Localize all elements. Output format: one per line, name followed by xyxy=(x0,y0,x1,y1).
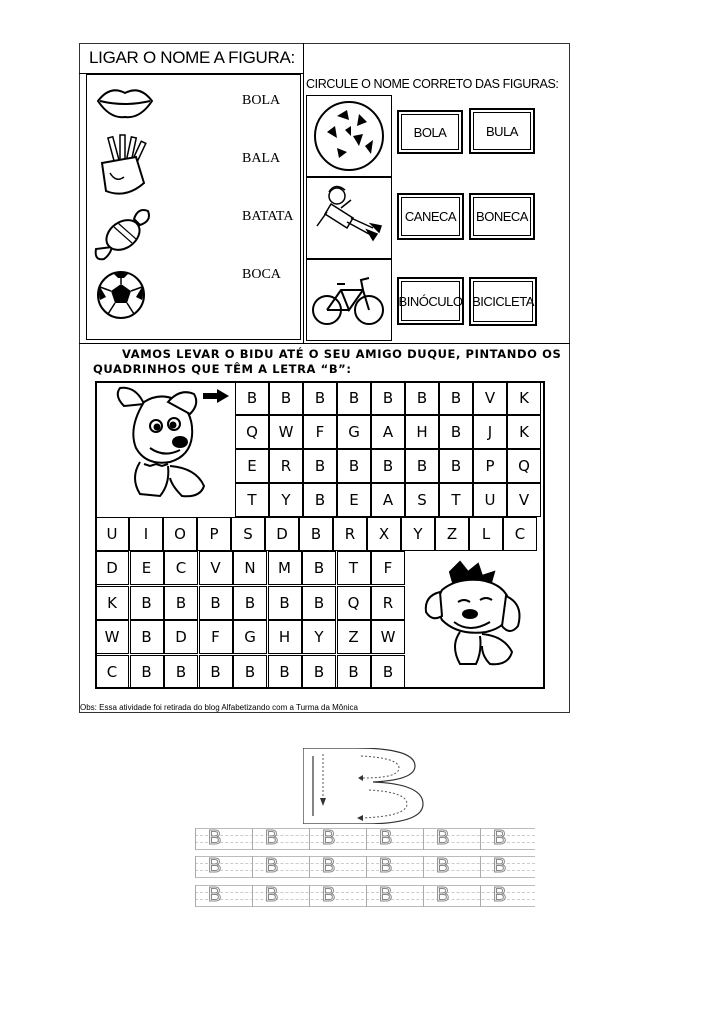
source-note: Obs: Essa atividade foi retirada do blog Alfabetizando com a Turma da Mônica xyxy=(80,703,358,712)
ball-drawing xyxy=(307,96,391,176)
trace-letter: B xyxy=(322,827,336,849)
trace-cell[interactable] xyxy=(252,828,308,850)
big-letter-outline xyxy=(303,748,443,824)
big-letter-trace xyxy=(303,748,443,824)
maze-cell[interactable]: C xyxy=(503,517,537,551)
bicycle-picture-box xyxy=(306,259,392,341)
maze-cell[interactable]: B xyxy=(303,483,337,517)
maze-cell[interactable]: G xyxy=(337,415,371,449)
maze-cell[interactable]: F xyxy=(371,551,405,585)
maze-cell[interactable]: J xyxy=(473,415,507,449)
bidu-dog-drawing xyxy=(110,386,210,504)
bicycle-drawing xyxy=(307,260,391,340)
maze-cell[interactable]: B xyxy=(371,449,405,483)
maze-cell[interactable]: B xyxy=(199,655,233,689)
ligar-title: LIGAR O NOME A FIGURA: xyxy=(89,48,295,67)
maze-cell[interactable]: B xyxy=(302,655,336,689)
trace-letter: B xyxy=(322,855,336,877)
maze-cell[interactable]: B xyxy=(303,449,337,483)
maze-cell[interactable]: B xyxy=(337,655,371,689)
maze-cell[interactable]: R xyxy=(269,449,303,483)
maze-cell[interactable]: L xyxy=(469,517,503,551)
maze-cell[interactable]: V xyxy=(199,551,233,585)
option-bula[interactable]: BULA xyxy=(469,108,535,154)
trace-cell[interactable] xyxy=(195,885,251,907)
trace-letter: B xyxy=(379,884,393,906)
option-boneca[interactable]: BONECA xyxy=(469,193,535,240)
maze-cell[interactable]: W xyxy=(371,620,405,654)
trace-cell[interactable] xyxy=(480,828,536,850)
trace-cell[interactable] xyxy=(480,856,536,878)
maze-cell[interactable]: T xyxy=(439,483,473,517)
maze-cell[interactable]: S xyxy=(231,517,265,551)
maze-cell[interactable]: B xyxy=(164,586,198,620)
option-binoculo[interactable]: BINÓCULO xyxy=(397,277,464,325)
trace-cell[interactable] xyxy=(366,828,422,850)
maze-cell[interactable]: B xyxy=(302,551,336,585)
soccer-ball-drawing xyxy=(96,270,146,320)
doll-picture-box xyxy=(306,177,392,259)
duque-dog-drawing xyxy=(420,560,528,672)
ligar-word-bola: BOLA xyxy=(242,93,281,108)
maze-cell[interactable]: S xyxy=(405,483,439,517)
trace-cell[interactable] xyxy=(423,828,479,850)
maze-cell[interactable]: B xyxy=(439,415,473,449)
maze-cell[interactable]: B xyxy=(130,586,164,620)
maze-cell[interactable]: R xyxy=(371,586,405,620)
trace-letter: B xyxy=(493,827,507,849)
trace-letter: B xyxy=(379,855,393,877)
maze-cell[interactable]: Q xyxy=(507,449,541,483)
trace-cell[interactable] xyxy=(309,856,365,878)
maze-cell[interactable]: V xyxy=(507,483,541,517)
maze-cell[interactable]: B xyxy=(337,381,371,415)
maze-cell[interactable]: E xyxy=(337,483,371,517)
maze-cell[interactable]: B xyxy=(233,655,267,689)
trace-row xyxy=(195,856,535,878)
doll-drawing xyxy=(307,178,391,258)
fries-drawing xyxy=(96,133,156,201)
maze-cell[interactable]: A xyxy=(371,483,405,517)
candy-drawing xyxy=(92,205,154,263)
maze-cell[interactable]: V xyxy=(473,381,507,415)
maze-cell[interactable]: X xyxy=(367,517,401,551)
maze-cell[interactable]: Y xyxy=(269,483,303,517)
maze-cell[interactable]: B xyxy=(405,449,439,483)
maze-cell[interactable]: E xyxy=(235,449,269,483)
maze-cell[interactable]: B xyxy=(371,381,405,415)
trace-letter: B xyxy=(322,884,336,906)
maze-cell[interactable]: T xyxy=(337,551,371,585)
maze-cell[interactable]: A xyxy=(371,415,405,449)
maze-cell[interactable]: D xyxy=(265,517,299,551)
trace-letter: B xyxy=(208,855,222,877)
trace-cell[interactable] xyxy=(366,856,422,878)
maze-cell[interactable]: B xyxy=(199,586,233,620)
maze-cell[interactable]: M xyxy=(268,551,302,585)
trace-letter: B xyxy=(208,827,222,849)
trace-cell[interactable] xyxy=(480,885,536,907)
ligar-word-batata: BATATA xyxy=(242,209,294,224)
maze-cell[interactable]: C xyxy=(164,551,198,585)
trace-cell[interactable] xyxy=(423,856,479,878)
maze-cell[interactable]: B xyxy=(268,586,302,620)
ligar-word-boca: BOCA xyxy=(242,267,281,282)
option-bicicleta[interactable]: BICICLETA xyxy=(469,277,537,326)
maze-cell[interactable]: T xyxy=(235,483,269,517)
maze-cell[interactable]: R xyxy=(333,517,367,551)
maze-instruction-line2: QUADRINHOS QUE TÊM A LETRA “B”: xyxy=(93,362,352,376)
trace-row xyxy=(195,828,535,850)
maze-cell[interactable]: F xyxy=(303,415,337,449)
trace-cell[interactable] xyxy=(252,885,308,907)
maze-cell[interactable]: Q xyxy=(235,415,269,449)
trace-cell[interactable] xyxy=(195,828,251,850)
trace-cell[interactable] xyxy=(309,885,365,907)
maze-cell[interactable]: F xyxy=(199,620,233,654)
trace-cell[interactable] xyxy=(309,828,365,850)
maze-cell[interactable]: B xyxy=(405,381,439,415)
maze-cell[interactable]: B xyxy=(371,655,405,689)
circule-title: CIRCULE O NOME CORRETO DAS FIGURAS: xyxy=(306,77,559,91)
ligar-word-bala: BALA xyxy=(242,151,281,166)
trace-letter: B xyxy=(493,884,507,906)
trace-cell[interactable] xyxy=(366,885,422,907)
big-letter-label xyxy=(303,748,304,749)
trace-letter: B xyxy=(436,827,450,849)
trace-cell[interactable] xyxy=(252,856,308,878)
trace-letter: B xyxy=(493,855,507,877)
trace-letter: B xyxy=(265,884,279,906)
trace-letter: B xyxy=(436,855,450,877)
maze-cell[interactable]: Y xyxy=(302,620,336,654)
maze-cell[interactable]: Z xyxy=(435,517,469,551)
maze-cell[interactable]: D xyxy=(164,620,198,654)
maze-cell[interactable]: D xyxy=(95,551,129,585)
trace-letter: B xyxy=(265,827,279,849)
maze-cell[interactable]: P xyxy=(197,517,231,551)
maze-cell[interactable]: E xyxy=(130,551,164,585)
ball-picture-box xyxy=(306,95,392,177)
maze-cell[interactable]: G xyxy=(233,620,267,654)
maze-cell[interactable]: B xyxy=(337,449,371,483)
maze-cell[interactable]: U xyxy=(473,483,507,517)
maze-cell[interactable]: W xyxy=(95,620,129,654)
maze-cell[interactable]: B xyxy=(269,381,303,415)
trace-letter: B xyxy=(436,884,450,906)
maze-instruction-line1: VAMOS LEVAR O BIDU ATÉ O SEU AMIGO DUQUE, PINTANDO OS xyxy=(122,347,562,361)
maze-cell[interactable]: I xyxy=(129,517,163,551)
maze-cell[interactable]: B xyxy=(130,655,164,689)
maze-cell[interactable]: B xyxy=(268,655,302,689)
maze-cell[interactable]: Y xyxy=(401,517,435,551)
maze-cell[interactable]: H xyxy=(268,620,302,654)
maze-cell[interactable]: K xyxy=(95,586,129,620)
option-caneca[interactable]: CANECA xyxy=(397,193,464,240)
maze-cell[interactable]: Q xyxy=(337,586,371,620)
section-divider-vertical xyxy=(303,43,304,343)
trace-cell[interactable] xyxy=(423,885,479,907)
maze-cell[interactable]: B xyxy=(164,655,198,689)
maze-cell[interactable]: B xyxy=(235,381,269,415)
option-bola[interactable]: BOLA xyxy=(397,110,463,154)
maze-cell[interactable]: B xyxy=(439,381,473,415)
maze-cell[interactable]: W xyxy=(269,415,303,449)
maze-cell[interactable]: Z xyxy=(337,620,371,654)
maze-cell[interactable]: B xyxy=(303,381,337,415)
section-divider-horizontal xyxy=(79,343,570,344)
maze-cell[interactable]: B xyxy=(299,517,333,551)
trace-cell[interactable] xyxy=(195,856,251,878)
maze-cell[interactable]: C xyxy=(95,655,129,689)
maze-cell[interactable]: N xyxy=(233,551,267,585)
trace-row xyxy=(195,885,535,907)
trace-letter: B xyxy=(379,827,393,849)
maze-cell[interactable]: U xyxy=(95,517,129,551)
maze-cell[interactable]: K xyxy=(507,415,541,449)
maze-cell[interactable]: K xyxy=(507,381,541,415)
maze-cell[interactable]: H xyxy=(405,415,439,449)
trace-letter: B xyxy=(208,884,222,906)
maze-cell[interactable]: O xyxy=(163,517,197,551)
maze-cell[interactable]: P xyxy=(473,449,507,483)
maze-cell[interactable]: B xyxy=(302,586,336,620)
maze-cell[interactable]: B xyxy=(439,449,473,483)
lips-drawing xyxy=(95,83,155,121)
trace-letter: B xyxy=(265,855,279,877)
maze-cell[interactable]: B xyxy=(233,586,267,620)
maze-cell[interactable]: B xyxy=(130,620,164,654)
